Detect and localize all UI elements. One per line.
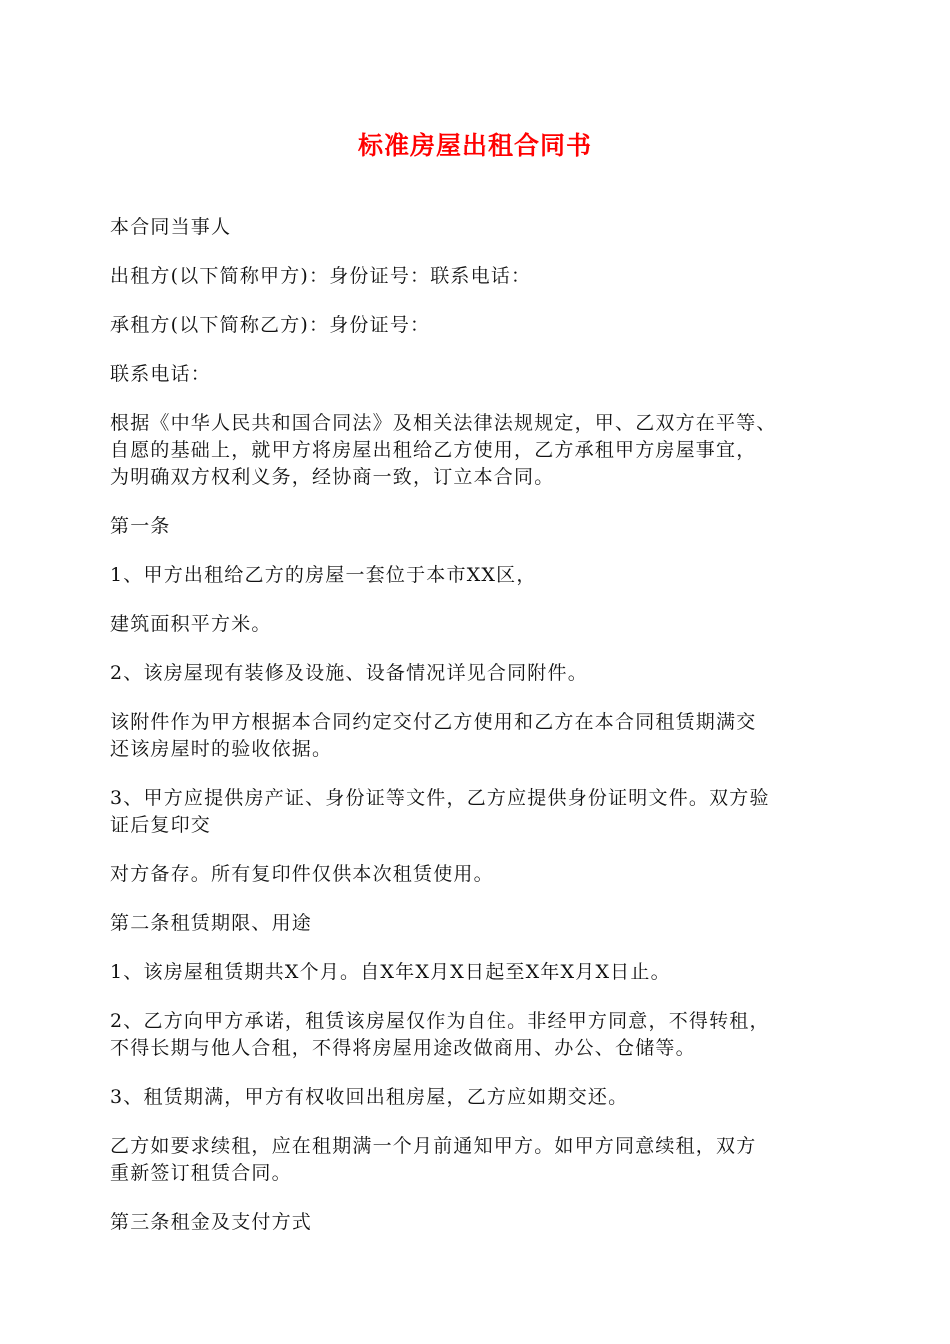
paragraph-article-1-area: 建筑面积平方米。	[110, 613, 272, 635]
paragraph-lessee-phone: 联系电话：	[110, 363, 212, 385]
paragraph-article-1-copies: 对方备存。所有复印件仅供本次租赁使用。	[110, 863, 494, 885]
heading-article-1: 第一条	[110, 515, 171, 537]
paragraph-preamble: 根据《中华人民共和国合同法》及相关法律法规规定，甲、乙双方在平等、 自愿的基础上，就甲方将房屋出租给乙方使用，乙方承租甲方房屋事宜， 为明确双方权利义务，经协商一致，订立本合同。	[110, 412, 777, 488]
paragraph-article-2-item-3: 3、租赁期满，甲方有权收回出租房屋，乙方应如期交还。	[110, 1086, 629, 1108]
paragraph-parties: 本合同当事人	[110, 216, 232, 238]
paragraph-article-1-item-1: 1、甲方出租给乙方的房屋一套位于本市XX区，	[110, 564, 537, 586]
paragraph-article-1-item-3: 3、甲方应提供房产证、身份证等文件，乙方应提供身份证明文件。双方验 证后复印交	[110, 787, 770, 836]
heading-article-3: 第三条租金及支付方式	[110, 1211, 313, 1233]
document-title: 标准房屋出租合同书	[357, 131, 592, 160]
paragraph-article-2-item-2: 2、乙方向甲方承诺，租赁该房屋仅作为自住。非经甲方同意，不得转租， 不得长期与他人合租，不得将房屋用途改做商用、办公、仓储等。	[110, 1010, 770, 1059]
paragraph-lessee: 承租方(以下简称乙方)：身份证号：	[110, 314, 431, 336]
paragraph-article-2-item-1: 1、该房屋租赁期共X个月。自X年X月X日起至X年X月X日止。	[110, 961, 671, 983]
paragraph-lessor: 出租方(以下简称甲方)：身份证号：联系电话：	[110, 265, 532, 287]
paragraph-article-2-renewal: 乙方如要求续租，应在租期满一个月前通知甲方。如甲方同意续租，双方 重新签订租赁合同。	[110, 1135, 757, 1184]
document-body	[110, 214, 860, 1258]
heading-article-2: 第二条租赁期限、用途	[110, 912, 313, 934]
paragraph-article-1-item-2: 2、该房屋现有装修及设施、设备情况详见合同附件。	[110, 662, 588, 684]
paragraph-article-1-annex: 该附件作为甲方根据本合同约定交付乙方使用和乙方在本合同租赁期满交 还该房屋时的验收依据。	[110, 711, 757, 760]
